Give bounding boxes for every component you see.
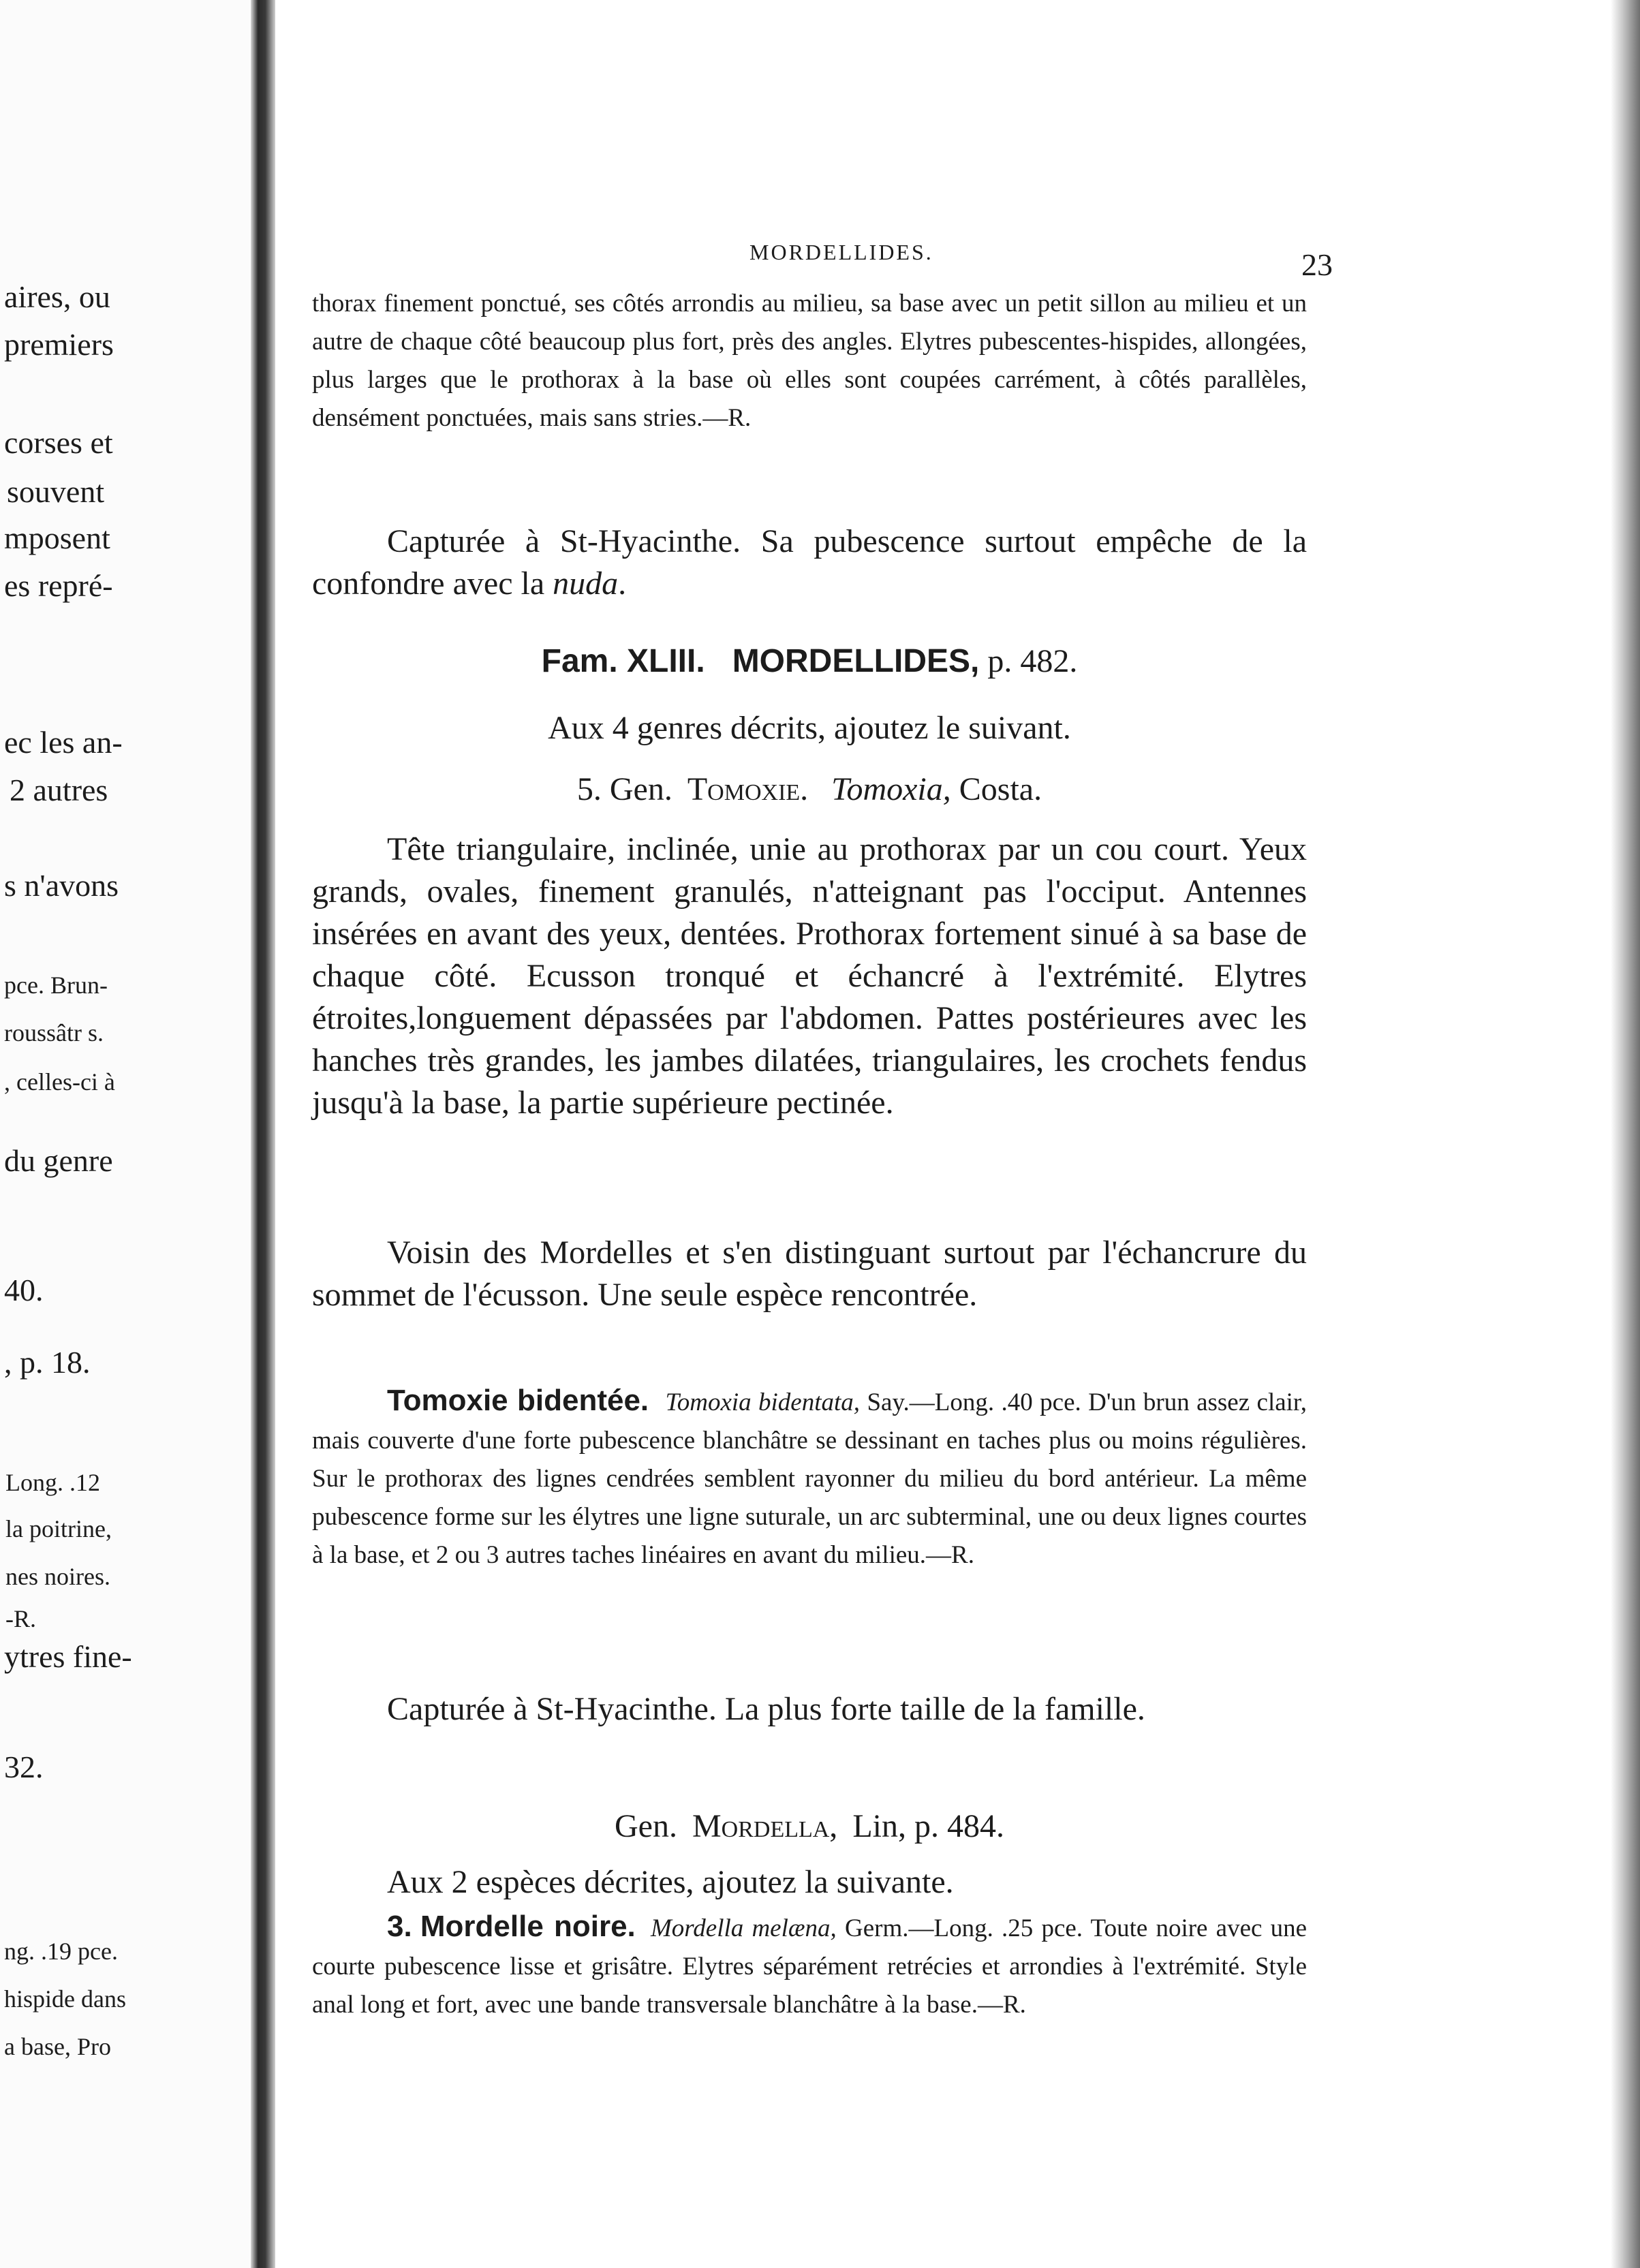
left-page-text-fragment: aires, ou — [4, 279, 110, 314]
species-tomoxie-note: Capturée à St-Hyacinthe. La plus forte taille de la famille. — [387, 1691, 1145, 1727]
left-page-text-fragment: s n'avons — [4, 868, 119, 903]
species-note: Aux 2 espèces décrites, ajoutez la suivante. — [387, 1864, 954, 1900]
left-page-text-fragment: corses et — [4, 425, 113, 460]
paragraph-thorax: thorax finement ponctué, ses côtés arrondis au milieu, sa base avec un petit sillon au milieu et un autre de chaque côté beaucoup plus fort, près des angles. Elytres pubescentes-hispides, allongées, plus larges que le prothorax à la base où elles sont coupées carrément, à côtés parallèles, densément ponctuées, mais sans stries.—R. — [312, 290, 1307, 432]
left-page-text-fragment: 40. — [4, 1273, 44, 1307]
left-page-text-fragment: , p. 18. — [4, 1345, 91, 1380]
left-page-text-fragment: hispide dans — [4, 1985, 126, 2013]
left-page-text-fragment: mposent — [4, 521, 110, 555]
left-page-text-fragment: roussâtr s. — [4, 1019, 104, 1046]
left-page-text-fragment: 2 autres — [10, 773, 108, 807]
left-page-text-fragment: , celles-ci à — [4, 1068, 115, 1096]
left-page-text-fragment: du genre — [4, 1143, 113, 1178]
left-page-text-fragment: Long. .12 — [5, 1469, 100, 1496]
left-page-text-fragment: 32. — [4, 1750, 44, 1784]
left-page-text-fragment: -R. — [5, 1605, 36, 1632]
running-head: MORDELLIDES. — [749, 240, 933, 264]
genus-tomoxie-description: Tête triangulaire, inclinée, unie au prothorax par un cou court. Yeux grands, ovales, finement granulés, n'atteignant pas l'occiput. Antennes insérées en avant des yeux, dentées. Prothorax fortement sinué à sa base de chaque côté. Ecusson tronqué et échancré à l'extrémité. Elytres étroites,longuement dépassées par l'abdomen. Pattes postérieures avec les hanches très grandes, les jambes dilatées, triangulaires, les crochets fendus jusqu'à la base, la partie supérieure pectinée. — [312, 831, 1307, 1121]
paragraph-capture-1: Capturée à St-Hyacinthe. Sa pubescence surtout empêche de la confondre avec la nuda. — [312, 523, 1307, 602]
page-number: 23 — [1301, 247, 1333, 282]
book-gutter — [251, 0, 275, 2268]
genus-tomoxie-heading: 5. Gen. Tomoxie. Tomoxia, Costa. — [576, 771, 1042, 807]
genera-note: Aux 4 genres décrits, ajoutez le suivant. — [548, 710, 1071, 746]
genus-mordella-heading: Gen. Mordella, Lin, p. 484. — [615, 1808, 1004, 1844]
left-page-text-fragment: es repré- — [4, 568, 113, 603]
left-page-text-fragment: premiers — [4, 327, 114, 362]
family-heading: Fam. XLIII. MORDELLIDES, p. 482. — [541, 643, 1078, 679]
left-page-text-fragment: ng. .19 pce. — [4, 1938, 118, 1965]
left-page-text-fragment: la poitrine, — [5, 1515, 112, 1542]
species-tomoxie-bidentee: Tomoxie bidentée. Tomoxia bidentata, Say.—Long. .40 pce. D'un brun assez clair, mais couverte d'une forte pubescence blanchâtre se dessinant en taches plus ou moins régulières. Sur le prothorax des lignes cendrées semblent rayonner du milieu du bord antérieur. La même pubescence forme sur les élytres une ligne suturale, un arc subterminal, une ou deux lignes courtes à la base, et 2 ou 3 autres taches linéaires en avant du milieu.—R. — [312, 1384, 1308, 1569]
species-mordelle-noire: 3. Mordelle noire. Mordella melæna, Germ.—Long. .25 pce. Toute noire avec une courte pubescence lisse et grisâtre. Elytres séparément retrécies et arrondies à l'extrémité. Style anal long et fort, avec une bande transversale blanchâtre à la base.—R. — [312, 1910, 1308, 2019]
left-page-text-fragment: pce. Brun- — [4, 972, 108, 999]
page-right-edge — [1611, 0, 1640, 2268]
left-page-text-fragment: ec les an- — [4, 725, 123, 760]
left-page-text-fragment: a base, Pro — [4, 2033, 111, 2060]
left-page-text-fragment: ytres fine- — [4, 1639, 132, 1674]
genus-tomoxie-note: Voisin des Mordelles et s'en distinguant surtout par l'échancrure du sommet de l'écusson. Une seule espèce rencontrée. — [312, 1234, 1307, 1313]
left-page-text-fragment: souvent — [7, 474, 105, 509]
left-page-text-fragment: nes noires. — [5, 1563, 110, 1590]
left-page-fragment — [0, 0, 251, 2268]
